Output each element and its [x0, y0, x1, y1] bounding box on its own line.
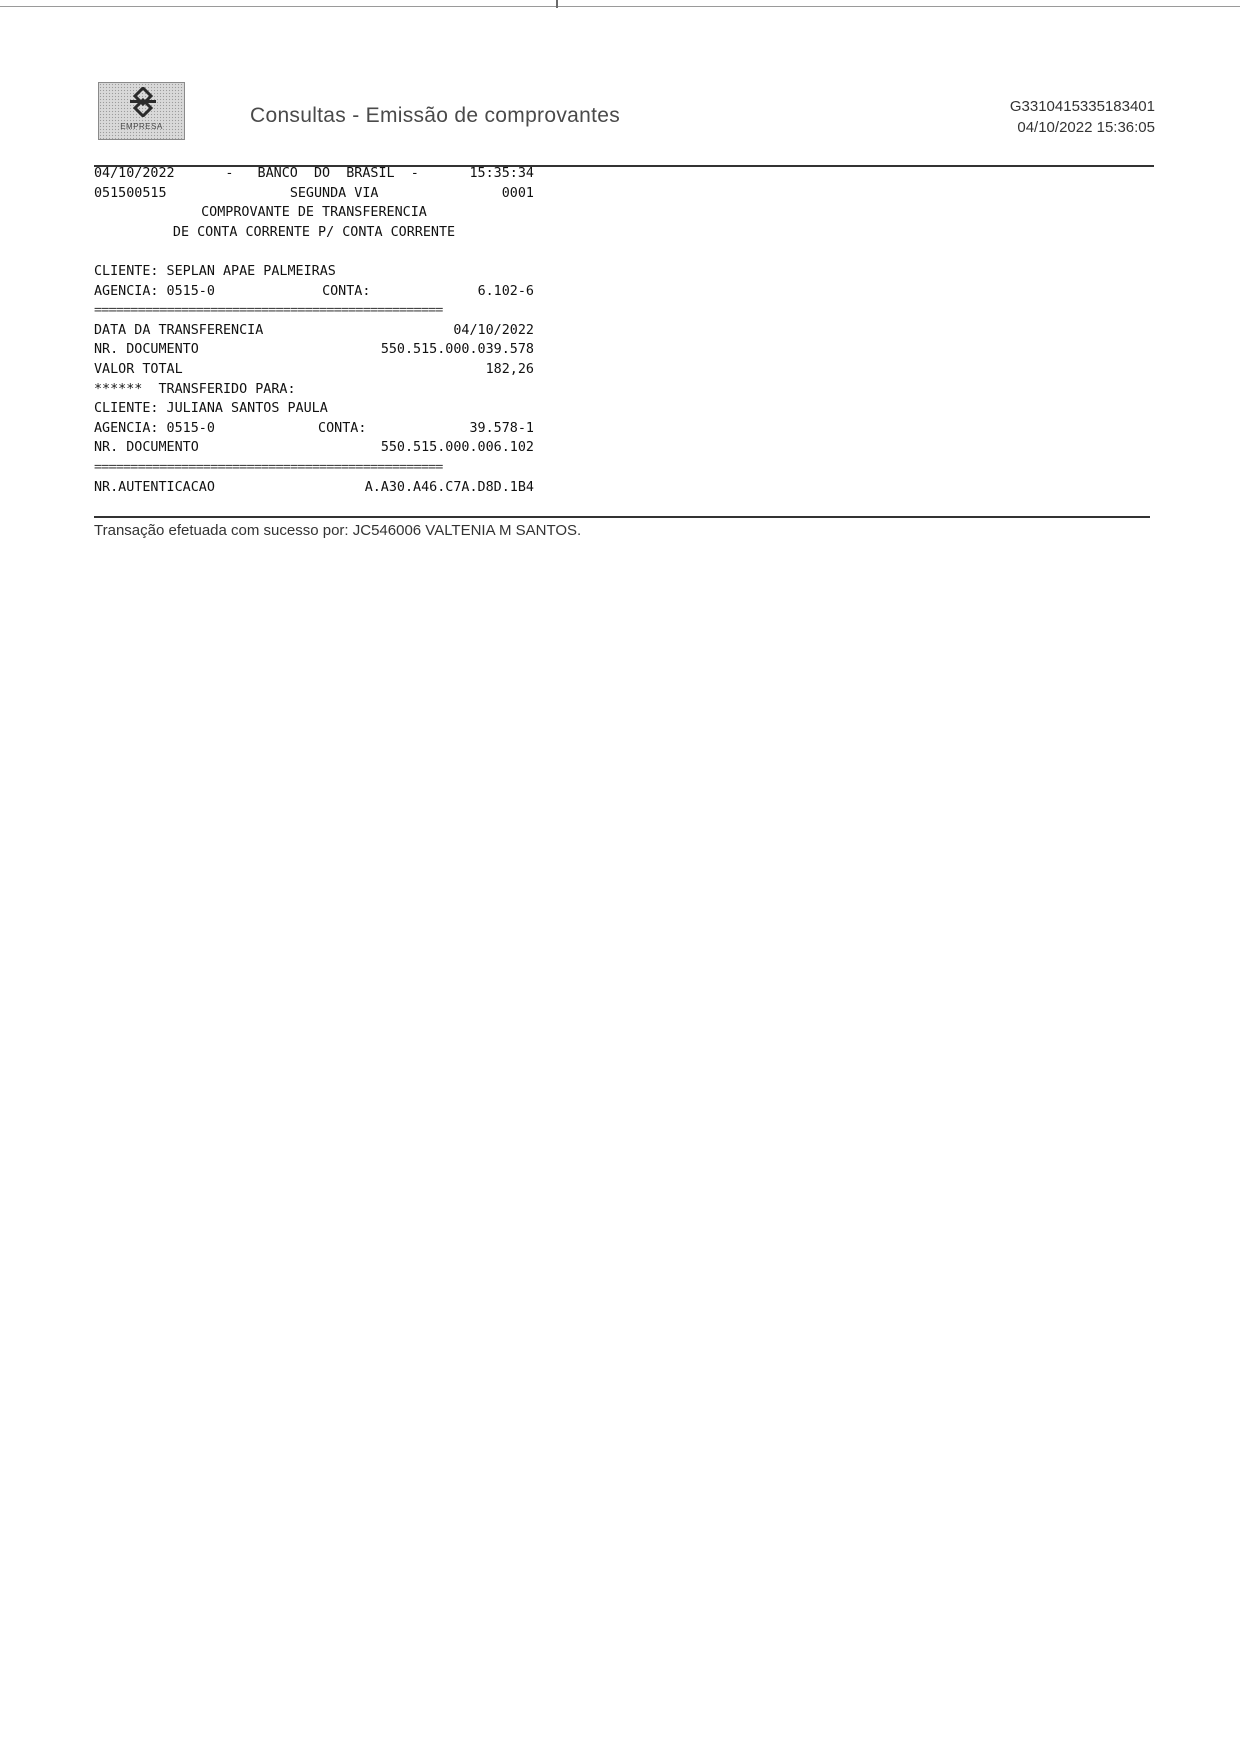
- transferred-to: ****** TRANSFERIDO PARA:: [94, 381, 296, 397]
- transfer-date-label: DATA DA TRANSFERENCIA: [94, 322, 264, 338]
- receipt-seq: 0001: [501, 185, 534, 201]
- document-datetime: 04/10/2022 15:36:05: [1017, 119, 1155, 136]
- dest-client-row: [94, 399, 534, 419]
- total-row: [94, 360, 534, 380]
- receipt-title-1: COMPROVANTE DE TRANSFERENCIA: [201, 205, 427, 221]
- scan-edge-mark: [556, 0, 558, 8]
- receipt-title-2: DE CONTA CORRENTE P/ CONTA CORRENTE: [172, 224, 456, 240]
- receipt-time: 15:35:34: [469, 166, 534, 181]
- separator: ================================================: [94, 303, 443, 319]
- bank-logo: [98, 82, 185, 140]
- document-number: 550.515.000.039.578: [380, 342, 534, 358]
- page-title: Consultas - Emissão de comprovantes: [250, 104, 620, 127]
- receipt-terminal: 051500515: [94, 185, 167, 201]
- bank-logo-icon: [127, 87, 159, 117]
- receipt-date: 04/10/2022: [94, 166, 175, 181]
- document-code: G3310415335183401: [1009, 98, 1155, 115]
- receipt-via: SEGUNDA VIA: [289, 185, 379, 201]
- dest-document-row: [94, 438, 534, 458]
- account-label: CONTA:: [322, 283, 371, 299]
- dest-account-row: [94, 419, 534, 439]
- receipt: [94, 164, 534, 497]
- auth-label: NR.AUTENTICACAO: [94, 479, 215, 495]
- receipt-account-row: [94, 282, 534, 302]
- footer-divider: [94, 516, 1150, 518]
- receipt-header-row: [94, 164, 534, 184]
- document-meta: [1010, 96, 1155, 138]
- receipt-client: [94, 262, 534, 282]
- transferred-to-row: [94, 380, 534, 400]
- footer-status: Transação efetuada com sucesso por: JC546006 VALTENIA M SANTOS.: [94, 522, 582, 539]
- dest-client: CLIENTE: JULIANA SANTOS PAULA: [94, 401, 328, 417]
- total-value: 182,26: [485, 361, 534, 377]
- logo-label: EMPRESA: [120, 122, 163, 131]
- dest-account: 39.578-1: [469, 420, 534, 436]
- auth-code: A.A30.A46.C7A.D8D.1B4: [364, 479, 534, 495]
- auth-row: [94, 478, 534, 498]
- account: 6.102-6: [477, 283, 534, 299]
- dest-account-label: CONTA:: [318, 420, 367, 436]
- transfer-date: 04/10/2022: [453, 322, 534, 338]
- receipt-via-row: [94, 184, 534, 204]
- total-label: VALOR TOTAL: [94, 361, 183, 377]
- receipt-bank: - BANCO DO BRASIL -: [225, 166, 419, 181]
- client-name: CLIENTE: SEPLAN APAE PALMEIRAS: [94, 263, 336, 279]
- dest-document-number: 550.515.000.006.102: [380, 440, 534, 456]
- dest-agency: AGENCIA: 0515-0: [94, 420, 215, 436]
- dest-document-label: NR. DOCUMENTO: [94, 440, 199, 456]
- document-label: NR. DOCUMENTO: [94, 342, 199, 358]
- agency: AGENCIA: 0515-0: [94, 283, 215, 299]
- document-row: [94, 340, 534, 360]
- separator: ================================================: [94, 459, 443, 475]
- scan-edge-line: [0, 6, 1240, 7]
- transfer-date-row: [94, 321, 534, 341]
